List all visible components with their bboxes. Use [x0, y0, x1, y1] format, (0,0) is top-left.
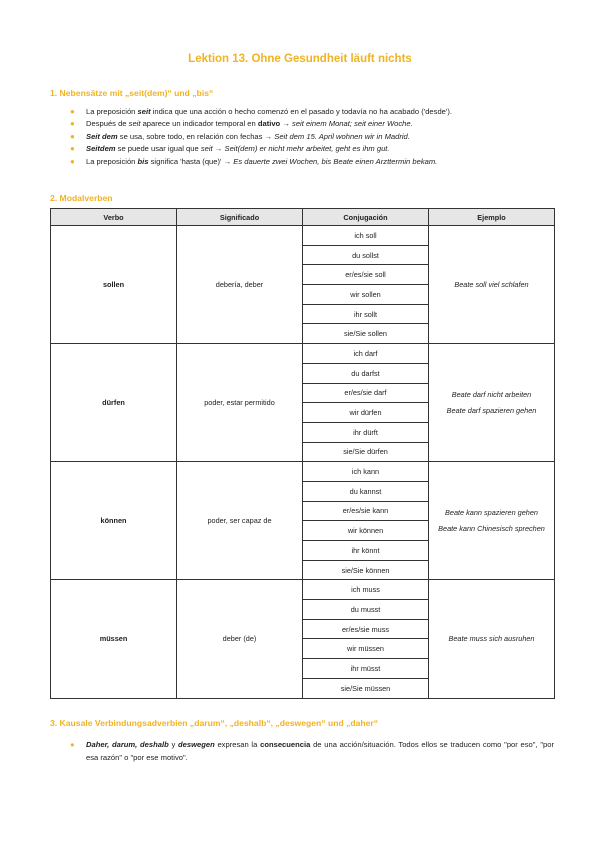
conj-cell: ihr könnt [303, 541, 429, 561]
section1-list [50, 106, 570, 168]
table-header-row [51, 209, 555, 226]
modalverben-table [50, 208, 555, 699]
table-row [51, 462, 555, 482]
verb-cell: sollen [51, 226, 177, 344]
conj-cell: ich muss [303, 580, 429, 600]
conj-cell: wir müssen [303, 639, 429, 659]
conj-cell: ihr sollt [303, 304, 429, 324]
table-row [51, 344, 555, 364]
example-text: Beate darf nicht arbeiten [451, 390, 532, 400]
bullet-icon: ● [70, 144, 75, 154]
example-text: Beate kann Chinesisch sprechen [438, 524, 545, 534]
list-item: ● Seitdem se puede usar igual que seit → Seit(dem) er nicht mehr arbeitet, geht es ihm gut. [50, 143, 570, 155]
conj-cell: ihr dürft [303, 422, 429, 442]
conj-cell: wir dürfen [303, 403, 429, 423]
header-conjugacion: Conjugación [303, 209, 429, 226]
meaning-cell: debería, deber [177, 226, 303, 344]
table-row [51, 580, 555, 600]
conj-cell: sie/Sie sollen [303, 324, 429, 344]
section3-heading: 3. Kausale Verbindungsadverbien „darum“, „deshalb“, „deswegen“ und „daher“ [50, 718, 379, 728]
bullet-icon: ● [70, 156, 75, 166]
list-item: ● La preposición seit indica que una acción o hecho comenzó en el pasado y todavía no ha acabado ('desde'). [50, 106, 570, 118]
example-text: Beate muss sich ausruhen [448, 634, 535, 644]
list-item: ● Después de seit aparece un indicador temporal en dativo → seit einem Monat; seit einer Woche. [50, 118, 570, 130]
verb-cell: müssen [51, 580, 177, 698]
example-text: Beate darf spazieren gehen [446, 406, 537, 416]
conj-cell: du darfst [303, 363, 429, 383]
header-verbo: Verbo [51, 209, 177, 226]
section1-heading: 1. Nebensätze mit „seit(dem)“ und „bis“ [50, 88, 214, 98]
conj-cell: sie/Sie dürfen [303, 442, 429, 462]
section2-heading: 2. Modalverben [50, 193, 113, 203]
meaning-cell: poder, estar permitido [177, 344, 303, 462]
conj-cell: er/es/sie darf [303, 383, 429, 403]
bullet-icon: ● [70, 119, 75, 129]
header-significado: Significado [177, 209, 303, 226]
example-cell [429, 462, 555, 580]
conj-cell: er/es/sie soll [303, 265, 429, 285]
conj-cell: ich soll [303, 226, 429, 246]
conj-cell: wir können [303, 521, 429, 541]
list-item: ● Seit dem se usa, sobre todo, en relación con fechas → Seit dem 15. April wohnen wir in Madrid. [50, 131, 570, 143]
conj-cell: er/es/sie muss [303, 619, 429, 639]
example-text: Beate kann spazieren gehen [445, 508, 538, 518]
example-cell [429, 580, 555, 698]
conj-cell: du kannst [303, 481, 429, 501]
list-item: ● La preposición bis significa 'hasta (que)' → Es dauerte zwei Wochen, bis Beate einen Arzttermin bekam. [50, 156, 570, 168]
verb-cell: dürfen [51, 344, 177, 462]
header-ejemplo: Ejemplo [429, 209, 555, 226]
meaning-cell: poder, ser capaz de [177, 462, 303, 580]
section3-paragraph: ● Daher, darum, deshalb y deswegen expresan la consecuencia de una acción/situación. Todos ellos se traducen como "por eso", "por esa razón" o "por ese motivo". [70, 740, 554, 762]
meaning-cell: deber (de) [177, 580, 303, 698]
conj-cell: du sollst [303, 245, 429, 265]
page-title: Lektion 13. Ohne Gesundheit läuft nichts [188, 53, 412, 65]
conj-cell: sie/Sie können [303, 560, 429, 580]
example-cell [429, 226, 555, 344]
conj-cell: ich darf [303, 344, 429, 364]
table-row [51, 226, 555, 246]
example-cell [429, 344, 555, 462]
conj-cell: du musst [303, 600, 429, 620]
example-text: Beate soll viel schlafen [454, 280, 529, 290]
bullet-icon: ● [70, 107, 75, 116]
conj-cell: ihr müsst [303, 659, 429, 679]
conj-cell: sie/Sie müssen [303, 678, 429, 698]
bullet-icon: ● [70, 131, 75, 141]
verb-cell: können [51, 462, 177, 580]
conj-cell: wir sollen [303, 285, 429, 305]
conj-cell: ich kann [303, 462, 429, 482]
bullet-icon: ● [70, 740, 75, 749]
conj-cell: er/es/sie kann [303, 501, 429, 521]
